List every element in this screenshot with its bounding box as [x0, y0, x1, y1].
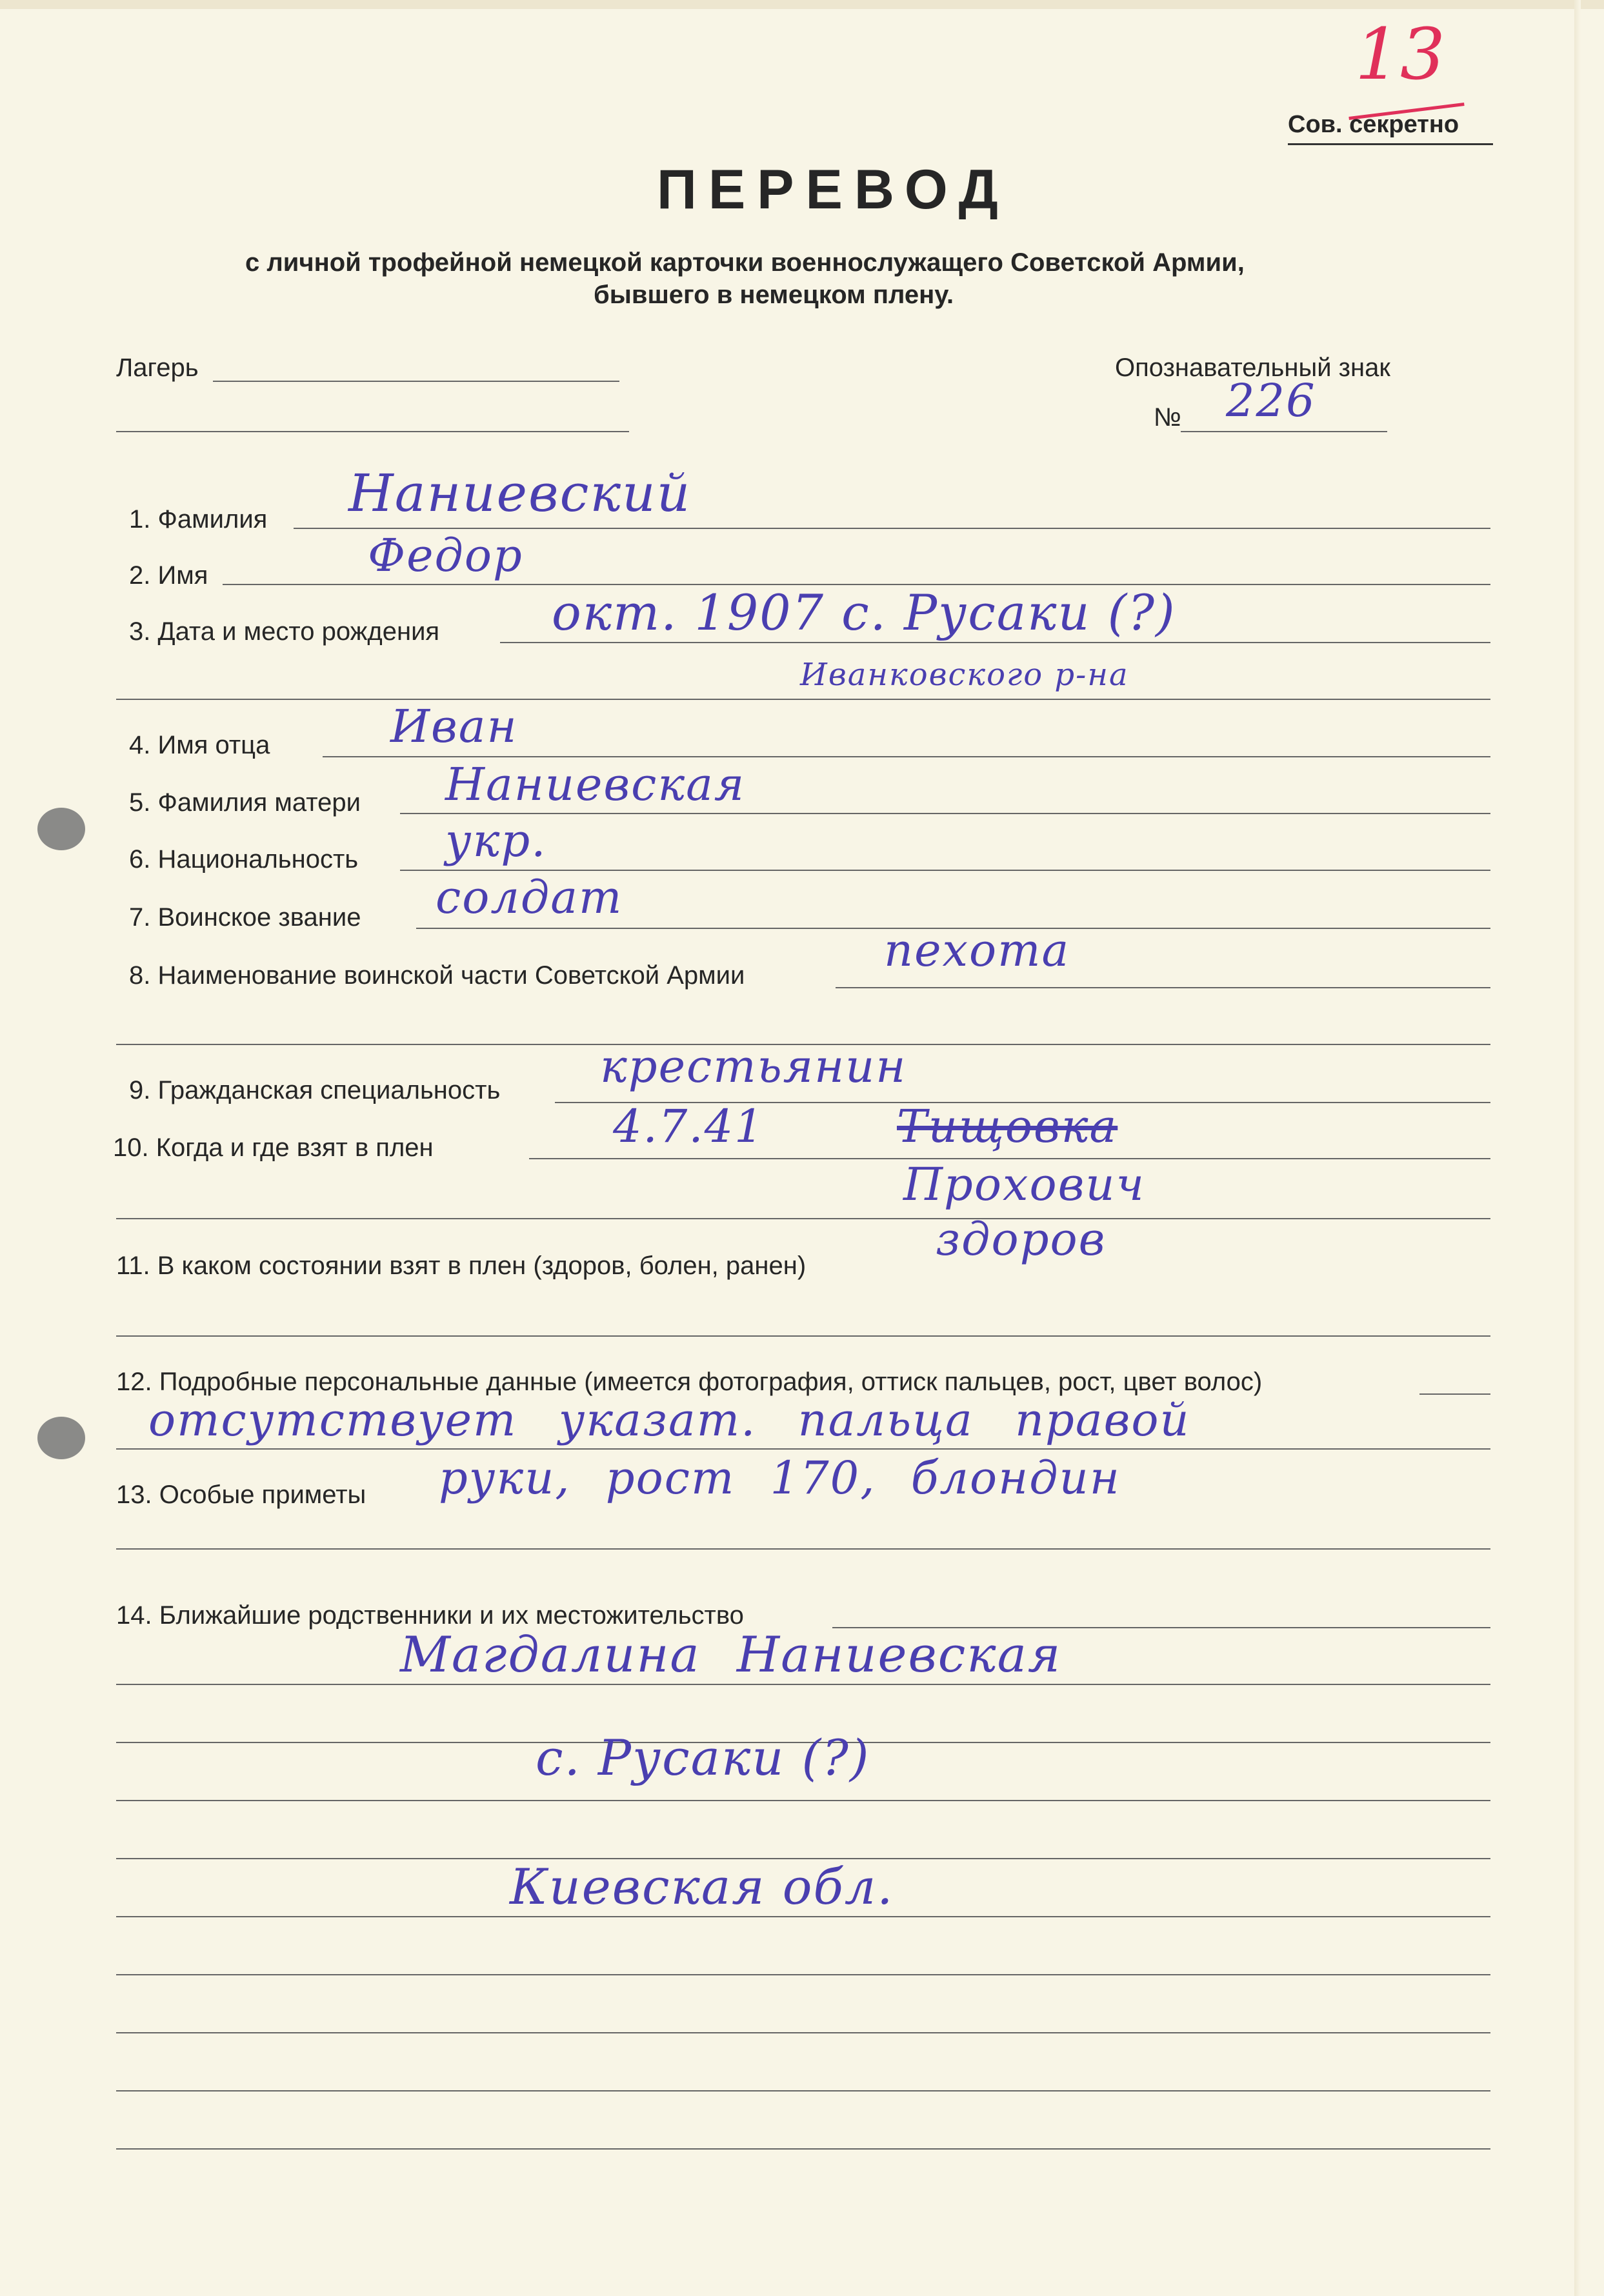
field-12-label: 12. Подробные персональные данные (имеется фотография, оттиск пальцев, рост, цвет волос) [116, 1368, 1263, 1396]
field-6-value: укр. [445, 814, 547, 867]
field-13-value: руки, рост 170, блондин [439, 1452, 1121, 1504]
field-8-label: 8. Наименование воинской части Советской Армии [129, 961, 745, 990]
field-3-line [500, 642, 1490, 643]
field-3-label: 3. Дата и место рождения [129, 617, 440, 646]
field-2-value: Федор [368, 529, 523, 582]
punch-hole-upper [37, 808, 85, 850]
subtitle-line-1: с личной трофейной немецкой карточки военнослужащего Советской Армии, [245, 248, 1245, 277]
field-11-value: здоров [936, 1213, 1107, 1266]
classification-underline [1288, 143, 1493, 145]
field-1-label: 1. Фамилия [129, 505, 268, 534]
field-14-line-6 [116, 1916, 1490, 1917]
field-3-line-2 [116, 699, 1490, 700]
subtitle-line-2: бывшего в немецком плену. [594, 281, 954, 309]
field-14-line-4 [116, 1800, 1490, 1801]
field-5-line [400, 813, 1490, 814]
field-9-value: крестьянин [600, 1040, 907, 1093]
field-6-label: 6. Национальность [129, 845, 359, 873]
field-14-label: 14. Ближайшие родственники и их местожительство [116, 1601, 744, 1630]
id-number-value: 226 [1226, 374, 1316, 427]
field-7-label: 7. Воинское звание [129, 903, 361, 932]
field-12-line [116, 1448, 1490, 1450]
field-10-place: Прохович [903, 1158, 1145, 1211]
field-3-value-2: Иванковского р-на [800, 657, 1129, 693]
paper-edge [0, 0, 1604, 9]
field-7-value: солдат [436, 871, 623, 924]
field-14-value-1: Магдалина Наниевская [400, 1626, 1062, 1683]
field-10-line-2 [116, 1218, 1490, 1219]
field-4-value: Иван [390, 700, 518, 753]
classification-mark: Сов. секретно [1288, 111, 1459, 138]
field-8-line [836, 987, 1490, 988]
field-14-line-9 [116, 2090, 1490, 2091]
field-5-label: 5. Фамилия матери [129, 788, 361, 817]
field-10-label: 10. Когда и где взят в плен [113, 1133, 434, 1162]
field-10-date: 4.7.41 [613, 1100, 765, 1153]
field-4-label: 4. Имя отца [129, 731, 270, 759]
field-3-value: окт. 1907 с. Русаки (?) [552, 584, 1176, 641]
field-11-label: 11. В каком состоянии взят в плен (здоров, болен, ранен) [116, 1252, 807, 1280]
punch-hole-lower [37, 1417, 85, 1459]
field-9-label: 9. Гражданская специальность [129, 1076, 501, 1104]
corner-number: 13 [1355, 13, 1445, 95]
camp-line-1 [213, 381, 619, 382]
field-12-value: отсутствует указат. пальца правой [148, 1393, 1190, 1446]
field-14-value-3: Киевская обл. [510, 1858, 894, 1915]
id-line [1181, 431, 1387, 432]
field-2-label: 2. Имя [129, 561, 208, 590]
field-13-label: 13. Особые приметы [116, 1481, 366, 1509]
field-4-line [323, 756, 1490, 757]
field-8-value: пехота [884, 924, 1070, 977]
field-1-value: Наниевский [348, 463, 692, 523]
camp-line-2 [116, 431, 629, 432]
field-10-struck-place: Тищовка [897, 1100, 1118, 1153]
field-5-value: Наниевская [445, 758, 746, 811]
field-11-line [116, 1335, 1490, 1337]
field-12-line-end [1419, 1393, 1490, 1395]
id-label: Опознавательный знак [1115, 354, 1390, 382]
paper-fold [1574, 0, 1581, 2296]
document-title: ПЕРЕВОД [657, 159, 1010, 221]
field-14-line-7 [116, 1974, 1490, 1975]
id-number-sign: № [1154, 403, 1181, 432]
field-14-line-2 [116, 1684, 1490, 1685]
field-14-line-8 [116, 2032, 1490, 2033]
field-14-line-10 [116, 2148, 1490, 2150]
field-13-line [116, 1548, 1490, 1550]
field-14-value-2: с. Русаки (?) [536, 1729, 870, 1786]
camp-label: Лагерь [116, 354, 199, 382]
